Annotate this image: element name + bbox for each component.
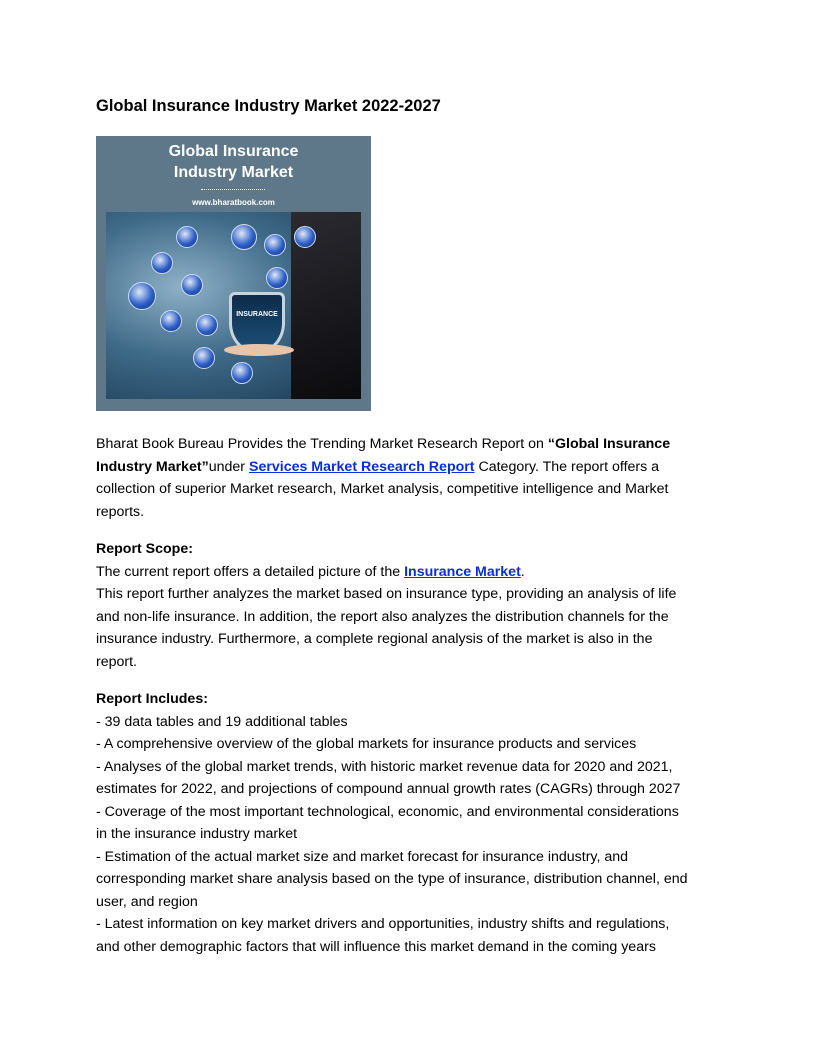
cover-url: www.bharatbook.com — [192, 198, 275, 207]
phone-icon — [196, 314, 218, 336]
intro-text: Bharat Book Bureau Provides the Trending Market Research Report on — [96, 436, 548, 452]
insurance-market-link[interactable]: Insurance Market — [404, 563, 521, 580]
health-icon — [264, 234, 286, 256]
report-includes-section — [96, 688, 688, 958]
scope-text: and non-life insurance. In addition, the report also analyzes the distribution channels for the — [96, 608, 669, 625]
intro-text: Category. The report offers a — [474, 458, 660, 475]
cover-divider — [201, 189, 265, 190]
scope-text: This report further analyzes the market based on insurance type, providing an analysis of life — [96, 586, 677, 602]
list-item: estimates for 2022, and projections of compound annual growth rates (CAGRs) through 2027 — [96, 781, 681, 797]
cover-title-line2: Industry Market — [173, 164, 294, 181]
accident-icon — [160, 310, 182, 332]
document-body — [96, 433, 688, 958]
services-market-research-report-link[interactable]: Services Market Research Report — [248, 458, 475, 475]
camera-icon — [266, 267, 288, 289]
home-icon — [231, 224, 257, 250]
list-item: and other demographic factors that will influence this market demand in the coming years — [96, 938, 656, 955]
cover-photo — [106, 212, 361, 399]
list-item: - Latest information on key market drivers and opportunities, industry shifts and regulations, — [96, 916, 670, 932]
car-icon — [176, 226, 198, 248]
list-item: corresponding market share analysis based on the type of insurance, distribution channel, end — [96, 871, 688, 887]
scope-text: The current report offers a detailed picture of the — [96, 563, 405, 580]
report-scope-heading: Report Scope: — [96, 541, 193, 557]
list-item: - 39 data tables and 19 additional tables — [96, 713, 348, 730]
umbrella-icon — [181, 274, 203, 296]
open-hand — [224, 344, 294, 356]
elderly-icon — [193, 347, 215, 369]
intro-text: under — [208, 458, 249, 475]
list-item: in the insurance industry market — [96, 826, 298, 842]
cover-image — [96, 136, 371, 411]
list-item: - Estimation of the actual market size and market forecast for insurance industry, and — [96, 848, 629, 865]
intro-paragraph — [96, 433, 688, 523]
fire-icon — [294, 226, 316, 248]
intro-text: reports. — [96, 503, 145, 520]
scope-text: . — [520, 563, 525, 580]
family-icon — [231, 362, 253, 384]
cover-title-line1: Global Insurance — [168, 143, 299, 160]
report-scope-section — [96, 538, 688, 673]
heart-icon — [128, 282, 156, 310]
list-item: user, and region — [96, 893, 198, 910]
list-item: - A comprehensive overview of the global markets for insurance products and services — [96, 736, 637, 752]
report-name-bold: “Global Insurance — [547, 436, 671, 452]
list-item: - Coverage of the most important technological, economic, and environmental considerations — [96, 803, 679, 820]
scope-text: report. — [96, 653, 138, 670]
insurance-shield: INSURANCE — [229, 292, 285, 354]
travel-icon — [151, 252, 173, 274]
page-title: Global Insurance Industry Market 2022-2027 — [96, 97, 441, 115]
scope-text: insurance industry. Furthermore, a complete regional analysis of the market is also in the — [96, 631, 653, 647]
intro-text: collection of superior Market research, Market analysis, competitive intelligence and Market — [96, 481, 669, 497]
report-name-bold: Industry Market” — [96, 458, 209, 475]
report-includes-heading: Report Includes: — [96, 691, 208, 707]
list-item: - Analyses of the global market trends, with historic market revenue data for 2020 and 2021, — [96, 758, 673, 775]
